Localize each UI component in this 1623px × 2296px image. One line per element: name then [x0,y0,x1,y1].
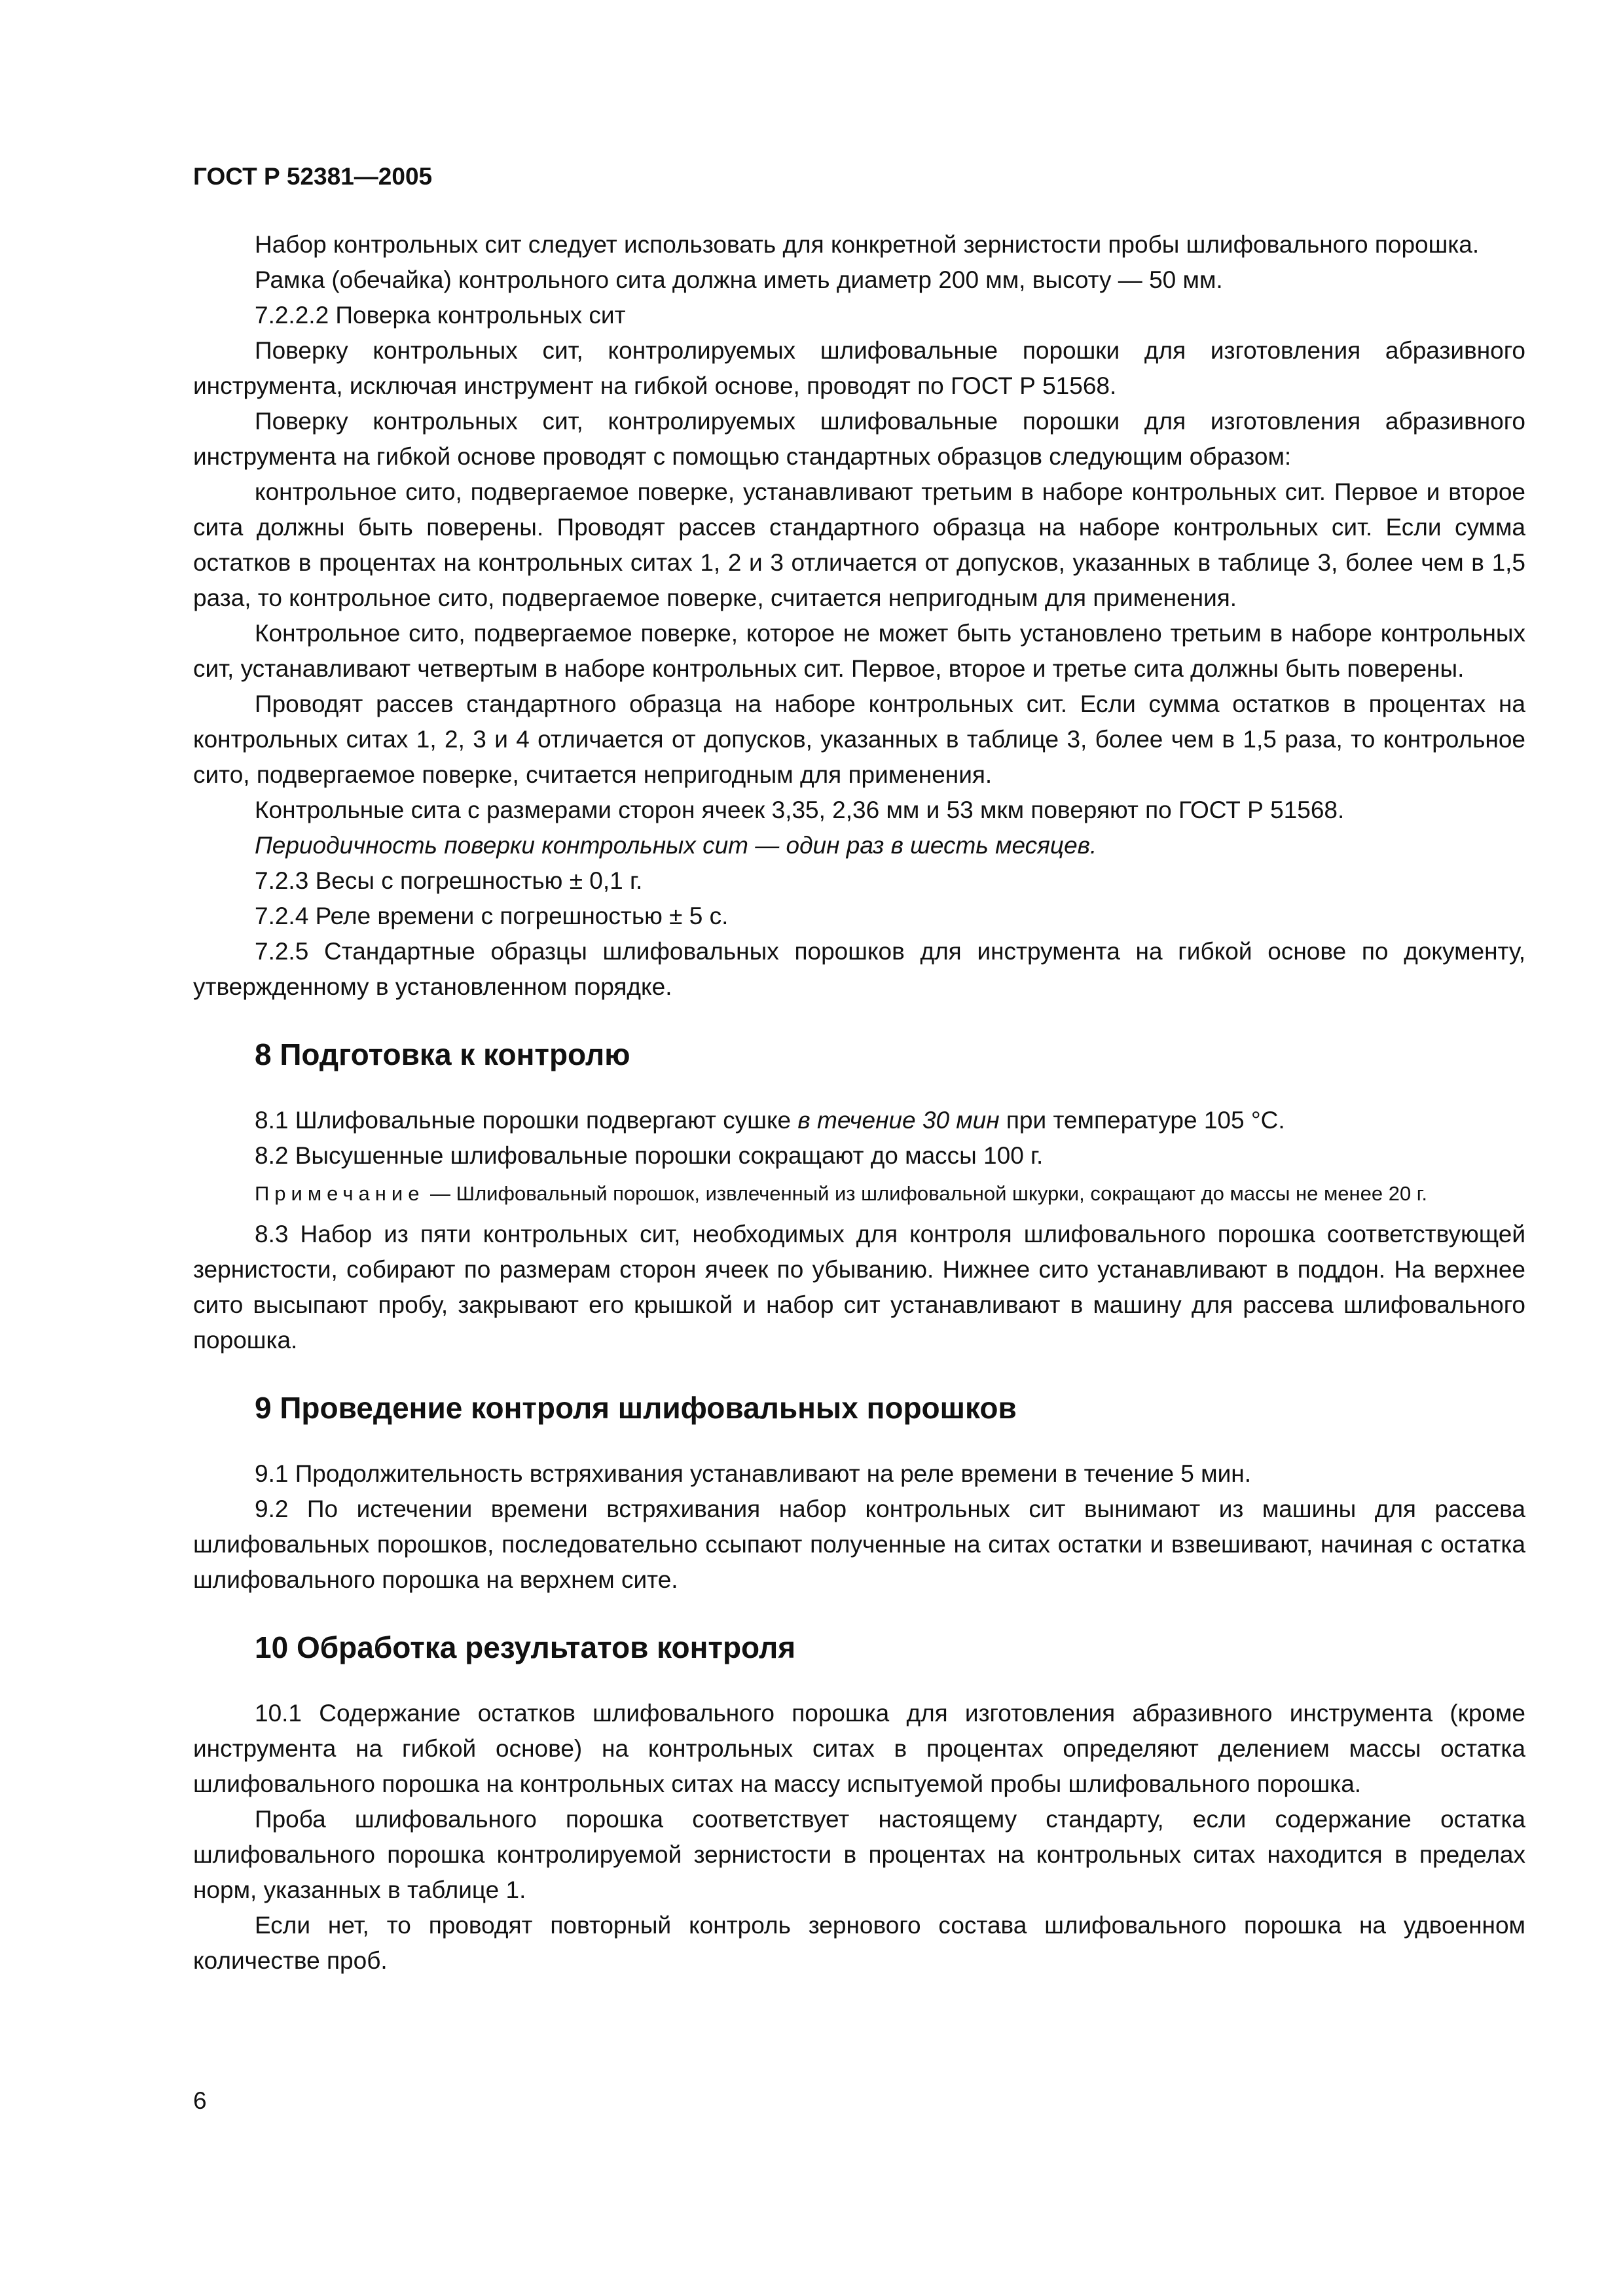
paragraph-italic: Периодичность поверки контрольных сит — один раз в шесть месяцев. [255,832,1097,859]
note-label: Примечание [255,1182,425,1205]
note-text: — Шлифовальный порошок, извлеченный из шлифовальной шкурки, сокращают до массы не менее 20 г. [424,1182,1427,1205]
paragraph: Поверку контрольных сит, контролируемых шлифовальные порошки для изготовления абразивного инструмента на гибкой основе проводят с помощью стандартных образцов следующим образом: [193,408,1525,470]
note [193,1179,1525,1209]
clause-item: 7.2.4 Реле времени с погрешностью ± 5 с. [255,903,729,929]
paragraph: 8.2 Высушенные шлифовальные порошки сокращают до массы 100 г. [255,1142,1044,1169]
clause-item: 7.2.5 Стандартные образцы шлифовальных порошков для инструмента на гибкой основе по документу, утвержденному в установленном порядке. [193,938,1525,1000]
page-number: 6 [193,2087,207,2114]
paragraph: Контрольное сито, подвергаемое поверке, которое не может быть установлено третьим в наборе контрольных сит, устанавливают четвертым в наборе контрольных сит. Первое, второе и третье сита должны быть поверены. [193,620,1525,682]
paragraph [193,1103,1525,1138]
paragraph: Рамка (обечайка) контрольного сита должна иметь диаметр 200 мм, высоту — 50 мм. [255,266,1223,293]
clause-item: 7.2.3 Весы с погрешностью ± 0,1 г. [255,867,643,894]
section-heading-10: 10 Обработка результатов контроля [255,1630,796,1664]
paragraph: Проводят рассев стандартного образца на наборе контрольных сит. Если сумма остатков в процентах на контрольных ситах 1, 2, 3 и 4 отличается от допусков, указанных в таблице 3, более чем в 1,5 раза, то контрольное сито, подвергаемое поверке, считается непригодным для применения. [193,691,1525,788]
paragraph: контрольное сито, подвергаемое поверке, устанавливают третьим в наборе контрольных сит. Первое и второе сита должны быть поверены. Проводят рассев стандартного образца на наборе контрольных сит. Если сумма остатков в процентах на контрольных ситах 1, 2 и 3 отличается от допусков, указанных в таблице 3, более чем в 1,5 раза, то контрольное сито, подвергаемое поверке, считается непригодным для применения. [193,478,1525,611]
paragraph: Поверку контрольных сит, контролируемых шлифовальные порошки для изготовления абразивного инструмента, исключая инструмент на гибкой основе, проводят по ГОСТ Р 51568. [193,337,1525,399]
paragraph: Набор контрольных сит следует использовать для конкретной зернистости пробы шлифовального порошка. [255,231,1480,258]
document-header: ГОСТ Р 52381—2005 [193,163,433,190]
clause-heading: 7.2.2.2 Поверка контрольных сит [255,302,626,329]
paragraph: 9.1 Продолжительность встряхивания устанавливают на реле времени в течение 5 мин. [255,1460,1251,1487]
paragraph: Контрольные сита с размерами сторон ячеек 3,35, 2,36 мм и 53 мкм поверяют по ГОСТ Р 51568. [255,797,1345,823]
text-run: 8.1 Шлифовальные порошки подвергают сушке [255,1107,798,1134]
paragraph: 8.3 Набор из пяти контрольных сит, необходимых для контроля шлифовального порошка соответствующей зернистости, собирают по размерам сторон ячеек по убыванию. Нижнее сито устанавливают в поддон. На верхнее сито высыпают пробу, закрывают его крышкой и набор сит устанавливают в машину для рассева шлифовального порошка. [193,1221,1525,1354]
text-run-italic: в течение 30 мин [797,1107,1000,1134]
section-heading-9: 9 Проведение контроля шлифовальных порошков [255,1391,1017,1425]
paragraph: 9.2 По истечении времени встряхивания набор контрольных сит вынимают из машины для рассева шлифовальных порошков, последовательно ссыпают полученные на ситах остатки и взвешивают, начиная с остатка шлифовального порошка на верхнем сите. [193,1496,1525,1593]
paragraph: Проба шлифовального порошка соответствует настоящему стандарту, если содержание остатка шлифовального порошка контролируемой зернистости в процентах на контрольных ситах находится в пределах норм, указанных в таблице 1. [193,1806,1525,1903]
paragraph: Если нет, то проводят повторный контроль зернового состава шлифовального порошка на удвоенном количестве проб. [193,1912,1525,1974]
text-run: при температуре 105 °С. [999,1107,1285,1134]
paragraph: 10.1 Содержание остатков шлифовального порошка для изготовления абразивного инструмента (кроме инструмента на гибкой основе) на контрольных ситах в процентах определяют делением массы остатка шлифовального порошка на контрольных ситах на массу испытуемой пробы шлифовального порошка. [193,1700,1525,1797]
section-heading-8: 8 Подготовка к контролю [255,1037,630,1071]
document-page [193,160,1525,1979]
